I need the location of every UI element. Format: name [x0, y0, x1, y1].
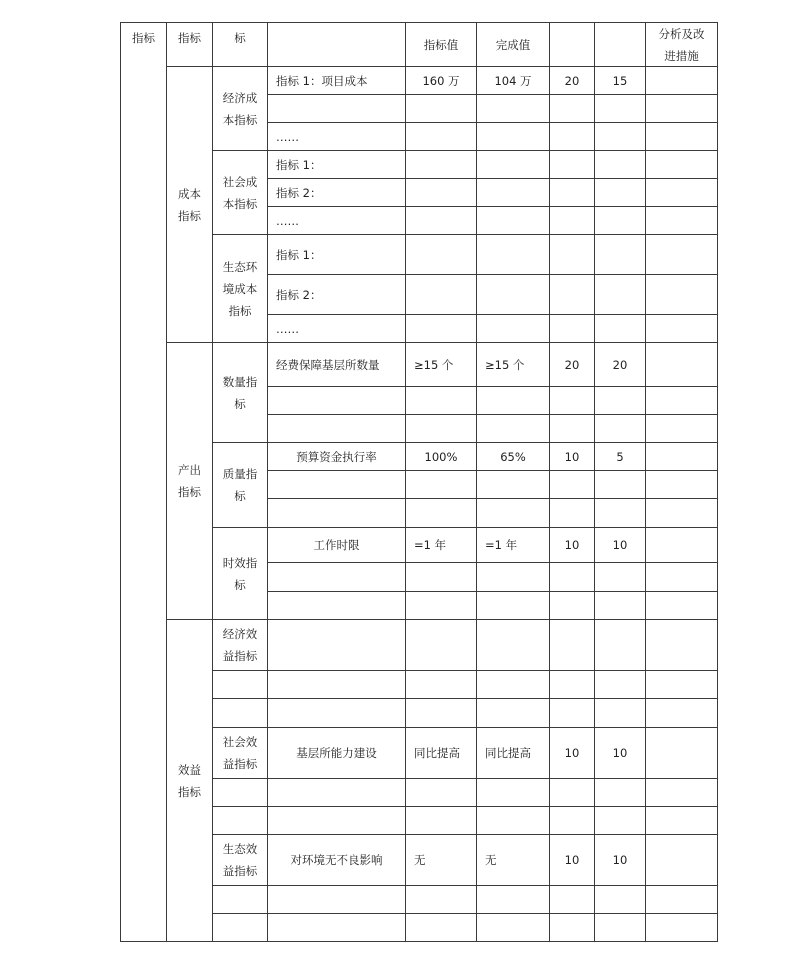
table-border-left [120, 22, 121, 942]
row-divider [212, 885, 718, 886]
row-divider [212, 806, 718, 807]
header-level2: 指标 [178, 31, 201, 45]
row-weight: 10 [564, 538, 580, 552]
row-weight: 20 [564, 357, 580, 372]
row-divider [267, 591, 718, 592]
row-target: =1 年 [414, 538, 447, 552]
col-divider [549, 22, 550, 942]
row-actual: 同比提高 [485, 746, 531, 760]
row-score: 5 [616, 449, 624, 464]
row-target: 同比提高 [414, 746, 460, 760]
row-divider [212, 698, 718, 699]
row-actual: 65% [500, 449, 526, 464]
subgroup-quality: 质量指 标 [222, 467, 258, 503]
subgroup-quantity: 数量指 标 [222, 374, 258, 411]
row-weight: 10 [564, 853, 580, 867]
row-name: …… [276, 321, 299, 336]
row-name: 预算资金执行率 [296, 449, 377, 464]
subgroup-eco-benefit: 生态效 益指标 [222, 842, 258, 878]
subgroup-economic-benefit: 经济效 益指标 [222, 627, 258, 663]
row-divider [267, 386, 718, 387]
group-benefit-label: 效益 指标 [178, 762, 201, 799]
row-name: 经费保障基层所数量 [276, 357, 380, 372]
col-divider [405, 22, 406, 942]
subgroup-eco-cost: 生态环 境成本 指标 [222, 259, 258, 318]
row-divider [267, 94, 718, 95]
header-actual: 完成值 [495, 37, 531, 52]
row-name: 对环境无不良影响 [290, 853, 383, 867]
row-divider [267, 414, 718, 415]
row-divider [212, 913, 718, 914]
row-divider [267, 470, 718, 471]
col-divider [476, 22, 477, 942]
row-divider [212, 778, 718, 779]
row-name: 指标 1：项目成本 [276, 73, 368, 88]
header-target: 指标值 [423, 37, 459, 52]
row-score: 10 [612, 853, 628, 867]
row-divider [267, 562, 718, 563]
row-name: 工作时限 [313, 538, 360, 552]
row-name: 指标 2： [276, 287, 322, 302]
header-level1: 指标 [132, 31, 155, 45]
row-divider [267, 498, 718, 499]
row-actual: 104 万 [494, 73, 532, 88]
row-target: 无 [414, 853, 426, 867]
row-weight: 10 [564, 746, 580, 760]
header-level3: 标 [234, 31, 246, 45]
row-target: 100% [424, 449, 458, 464]
table-border-right [717, 22, 718, 942]
row-divider [212, 670, 718, 671]
row-name: …… [276, 129, 299, 144]
subgroup-social-benefit: 社会效 益指标 [222, 735, 258, 771]
row-actual: ≥15 个 [485, 357, 525, 372]
row-actual: =1 年 [485, 538, 518, 552]
row-actual: 无 [485, 853, 497, 867]
row-name: 指标 1： [276, 247, 322, 262]
row-name: 指标 1： [276, 157, 322, 172]
row-weight: 20 [564, 73, 580, 88]
col-divider [645, 22, 646, 942]
row-name: 基层所能力建设 [296, 746, 377, 760]
row-target: 160 万 [422, 73, 460, 88]
header-analysis: 分析及改 进措施 [658, 26, 705, 63]
row-score: 10 [612, 746, 628, 760]
row-score: 15 [612, 73, 628, 88]
group-cost-label: 成本 指标 [178, 186, 201, 223]
row-score: 20 [612, 357, 628, 372]
subgroup-economic-cost: 经济成 本指标 [222, 90, 258, 127]
row-score: 10 [612, 538, 628, 552]
row-name: 指标 2： [276, 185, 322, 200]
row-weight: 10 [564, 449, 580, 464]
table-border-bottom [120, 941, 718, 942]
group-output-label: 产出 指标 [178, 463, 201, 499]
row-name: …… [276, 213, 299, 228]
subgroup-timeliness: 时效指 标 [222, 555, 258, 592]
subgroup-social-cost: 社会成 本指标 [222, 174, 258, 211]
row-target: ≥15 个 [414, 357, 454, 372]
col-divider [594, 22, 595, 942]
